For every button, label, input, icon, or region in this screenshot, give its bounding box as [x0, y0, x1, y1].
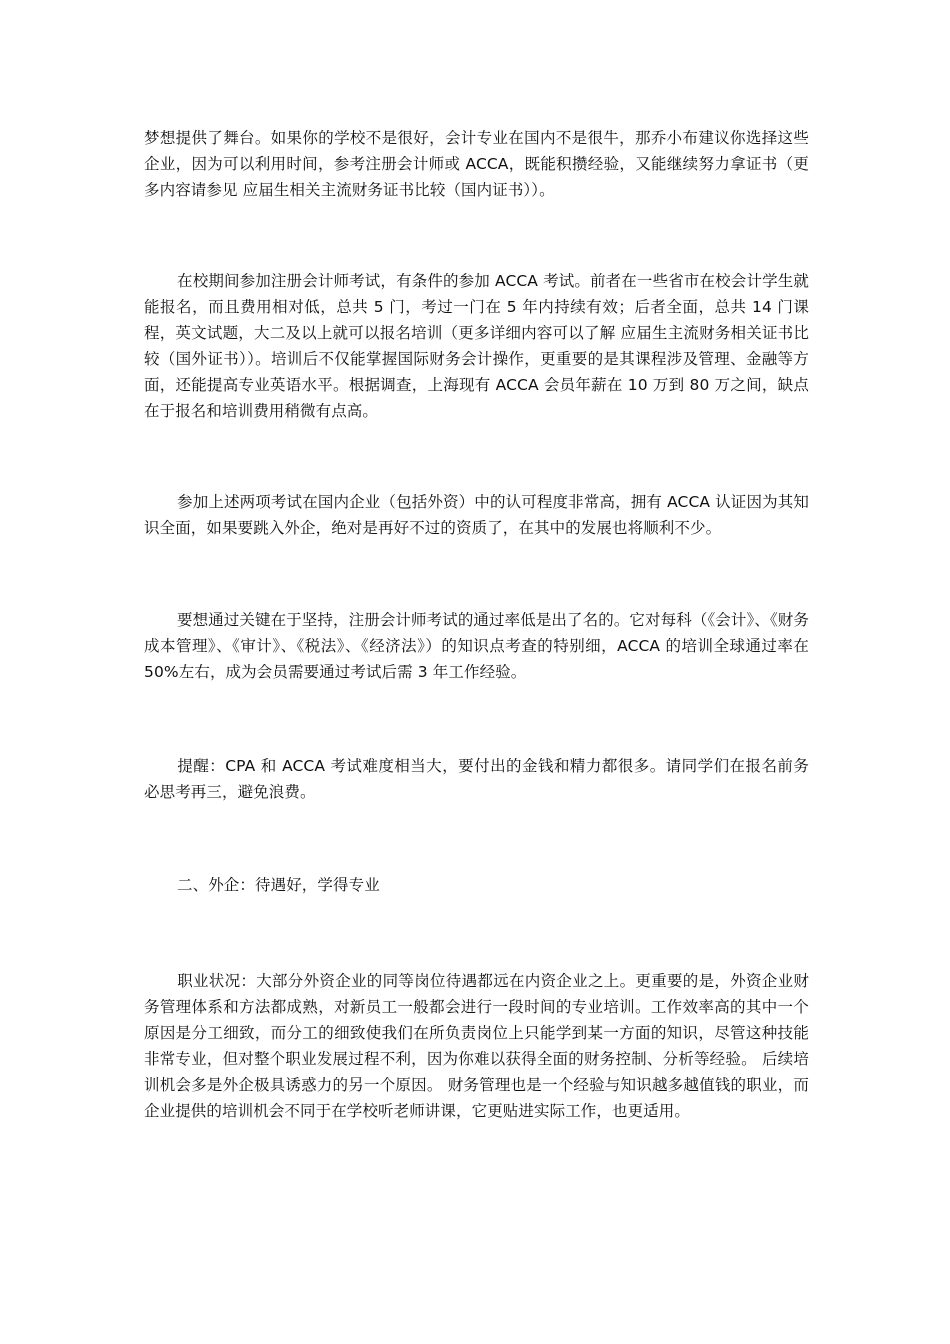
paragraph-5-text: 提醒：CPA 和 ACCA 考试难度相当大，要付出的金钱和精力都很多。请同学们在报名前务必思考再三，避免浪费。 [144, 757, 809, 801]
paragraph-2-text: 在校期间参加注册会计师考试，有条件的参加 ACCA 考试。前者在一些省市在校会计学生就能报名，而且费用相对低，总共 5 门，考过一门在 5 年内持续有效；后者全面，总共 14 门课程，英文试题，大二及以上就可以报名培训（更多详细内容可以了解 应届生主流财务相关证书比较（国外证书））。培训后不仅能掌握国际财务会计操作，更重要的是其课程涉及管理、金融等方面，还能提高专业英语水平。根据调查，上海现有 ACCA 会员年薪在 10 万到 80 万之间，缺点在于报名和培训费用稍微有点高。 [144, 272, 809, 420]
paragraph-2 [144, 268, 809, 424]
paragraph-1 [144, 125, 809, 203]
paragraph-5 [144, 753, 809, 805]
paragraph-7-text: 职业状况：大部分外资企业的同等岗位待遇都远在内资企业之上。更重要的是，外资企业财务管理体系和方法都成熟，对新员工一般都会进行一段时间的专业培训。工作效率高的其中一个原因是分工细致，而分工的细致使我们在所负责岗位上只能学到某一方面的知识，尽管这种技能非常专业，但对整个职业发展过程不利，因为你难以获得全面的财务控制、分析等经验。 后续培训机会多是外企极具诱惑力的另一个原因。 财务管理也是一个经验与知识越多越值钱的职业，而企业提供的培训机会不同于在学校听老师讲课，它更贴进实际工作，也更适用。 [144, 972, 809, 1120]
paragraph-1-text: 梦想提供了舞台。如果你的学校不是很好，会计专业在国内不是很牛，那乔小布建议你选择这些企业，因为可以利用时间，参考注册会计师或 ACCA，既能积攒经验，又能继续努力拿证书（更多内容请参见 应届生相关主流财务证书比较（国内证书））。 [144, 129, 809, 199]
section-heading [144, 872, 809, 898]
paragraph-4-text: 要想通过关键在于坚持，注册会计师考试的通过率低是出了名的。它对每科（《会计》、《财务成本管理》、《审计》、《税法》、《经济法》）的知识点考查的特别细，ACCA 的培训全球通过率在 50%左右，成为会员需要通过考试后需 3 年工作经验。 [144, 611, 809, 681]
section-heading-text: 二、外企：待遇好，学得专业 [177, 876, 380, 894]
paragraph-7 [144, 968, 809, 1124]
paragraph-3 [144, 489, 809, 541]
paragraph-4 [144, 607, 809, 685]
paragraph-3-text: 参加上述两项考试在国内企业（包括外资）中的认可程度非常高，拥有 ACCA 认证因为其知识全面，如果要跳入外企，绝对是再好不过的资质了，在其中的发展也将顺利不少。 [144, 493, 809, 537]
